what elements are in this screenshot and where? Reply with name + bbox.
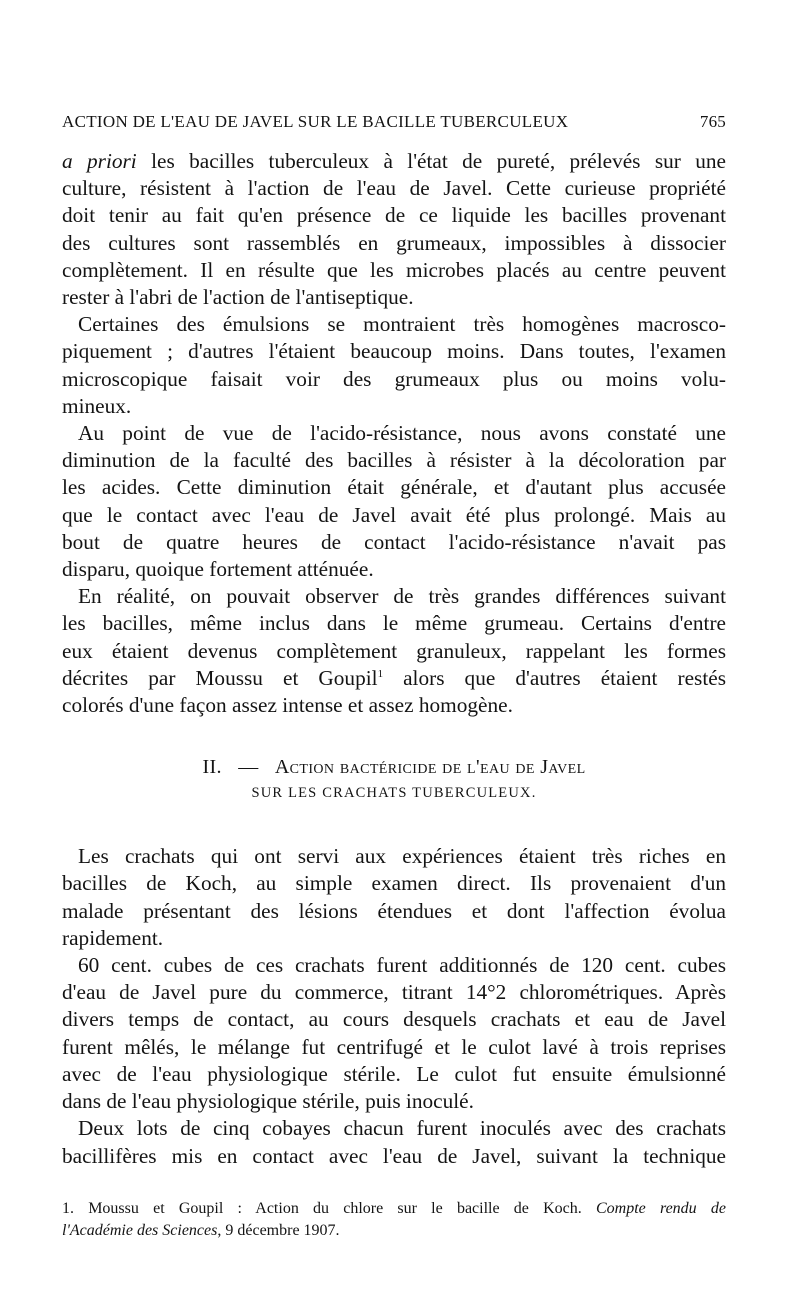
footnote-authors: Moussu et Goupil : Action du chlore sur le bacille de Koch. bbox=[74, 1200, 596, 1217]
text-line: eux étaient devenus complètement granuleux, rappelant les formes bbox=[62, 638, 726, 663]
footnote-line bbox=[62, 1220, 726, 1242]
section-title-text: Action bactéricide de l'eau de Javel bbox=[274, 756, 586, 779]
footnote-date: , 9 décembre 1907. bbox=[217, 1222, 340, 1239]
text-line: furent mêlés, le mélange fut centrifugé et le culot lavé à trois reprises bbox=[62, 1034, 726, 1059]
text-line: décrites par Moussu et Goupil$^1$ alors que d'autres étaient restés bbox=[62, 665, 726, 690]
section-dash: — bbox=[238, 756, 259, 779]
text-line: malade présentant des lésions étendues et dont l'affection évolua bbox=[62, 898, 726, 923]
text-line: rapidement. bbox=[62, 925, 164, 950]
text-line: bacillifères mis en contact avec l'eau de Javel, suivant la technique bbox=[62, 1143, 726, 1168]
text-line: les acides. Cette diminution était générale, et d'autant plus accusée bbox=[62, 475, 726, 500]
text-line: avec de l'eau physiologique stérile. Le culot fut ensuite émulsionné bbox=[62, 1061, 726, 1086]
text-line: Certaines des émulsions se montraient très homogènes macrosco- bbox=[78, 312, 726, 337]
text-line: des cultures sont rassemblés en grumeaux, impossibles à dissocier bbox=[62, 230, 726, 255]
text-line: complètement. Il en résulte que les microbes placés au centre peuvent bbox=[62, 257, 726, 282]
running-head bbox=[62, 112, 726, 148]
footnote-reference[interactable]: 1 bbox=[377, 667, 384, 680]
section-subtitle: SUR LES CRACHATS TUBERCULEUX. bbox=[251, 785, 537, 802]
text-line: rester à l'abri de l'action de l'antiseptique. bbox=[62, 285, 414, 310]
paragraph-7 bbox=[62, 1115, 726, 1169]
footnote-line bbox=[62, 1198, 726, 1220]
text-line: Au point de vue de l'acido-résistance, nous avons constaté une bbox=[78, 421, 726, 446]
text-line: 60 cent. cubes de ces crachats furent additionnés de 120 cent. cubes bbox=[78, 953, 726, 978]
text-line: que le contact avec l'eau de Javel avait été plus prolongé. Mais au bbox=[62, 502, 726, 527]
paragraph-1 bbox=[62, 148, 726, 311]
footnote-number: 1. bbox=[62, 1200, 74, 1217]
text-line: bacilles de Koch, au simple examen direct. Ils provenaient d'un bbox=[62, 871, 726, 896]
section-numeral: II. bbox=[202, 756, 222, 779]
footnote-journal: Compte rendu de bbox=[595, 1200, 726, 1217]
text-line: Deux lots de cinq cobayes chacun furent inoculés avec des crachats bbox=[78, 1116, 726, 1141]
paragraph-6 bbox=[62, 952, 726, 1115]
text-line: doit tenir au fait qu'en présence de ce liquide les bacilles provenant bbox=[62, 203, 726, 228]
text-line: divers temps de contact, au cours desquels crachats et eau de Javel bbox=[62, 1007, 726, 1032]
text-line: colorés d'une façon assez intense et assez homogène. bbox=[62, 693, 513, 718]
paragraph-2 bbox=[62, 311, 726, 420]
running-head-title: ACTION DE L'EAU DE JAVEL SUR LE BACILLE TUBERCULEUX bbox=[62, 112, 569, 131]
footnote bbox=[62, 1198, 726, 1242]
paragraph-3 bbox=[62, 420, 726, 583]
text-line: piquement ; d'autres l'étaient beaucoup moins. Dans toutes, l'examen bbox=[62, 339, 726, 364]
text-line: les bacilles, même inclus dans le même grumeau. Certains d'entre bbox=[62, 611, 726, 636]
page-body bbox=[62, 112, 726, 1170]
text-line: microscopique faisait voir des grumeaux plus ou moins volu- bbox=[62, 366, 726, 391]
text-line: dans de l'eau physiologique stérile, puis inoculé. bbox=[62, 1089, 474, 1114]
section-heading bbox=[62, 753, 726, 781]
text-line: Les crachats qui ont servi aux expériences étaient très riches en bbox=[78, 844, 726, 869]
italic-lead: a priori bbox=[62, 149, 137, 173]
text-line: culture, résistent à l'action de l'eau de Javel. Cette curieuse propriété bbox=[62, 176, 726, 201]
text-line: En réalité, on pouvait observer de très grandes différences suivant bbox=[78, 584, 726, 609]
page-number: 765 bbox=[699, 112, 726, 131]
text-line: d'eau de Javel pure du commerce, titrant 14°2 chlorométriques. Après bbox=[62, 980, 726, 1005]
paragraph-5 bbox=[62, 843, 726, 952]
text-line: disparu, quoique fortement atténuée. bbox=[62, 557, 374, 582]
paragraph-4 bbox=[62, 583, 726, 719]
footnote-journal-continued: l'Académie des Sciences bbox=[62, 1222, 218, 1239]
text-line: bout de quatre heures de contact l'acido-résistance n'avait pas bbox=[62, 529, 726, 554]
text-line: mineux. bbox=[62, 393, 132, 418]
text-line: diminution de la faculté des bacilles à résister à la décoloration par bbox=[62, 448, 726, 473]
text-line: a priori les bacilles tuberculeux à l'état de pureté, prélevés sur une bbox=[62, 149, 726, 173]
